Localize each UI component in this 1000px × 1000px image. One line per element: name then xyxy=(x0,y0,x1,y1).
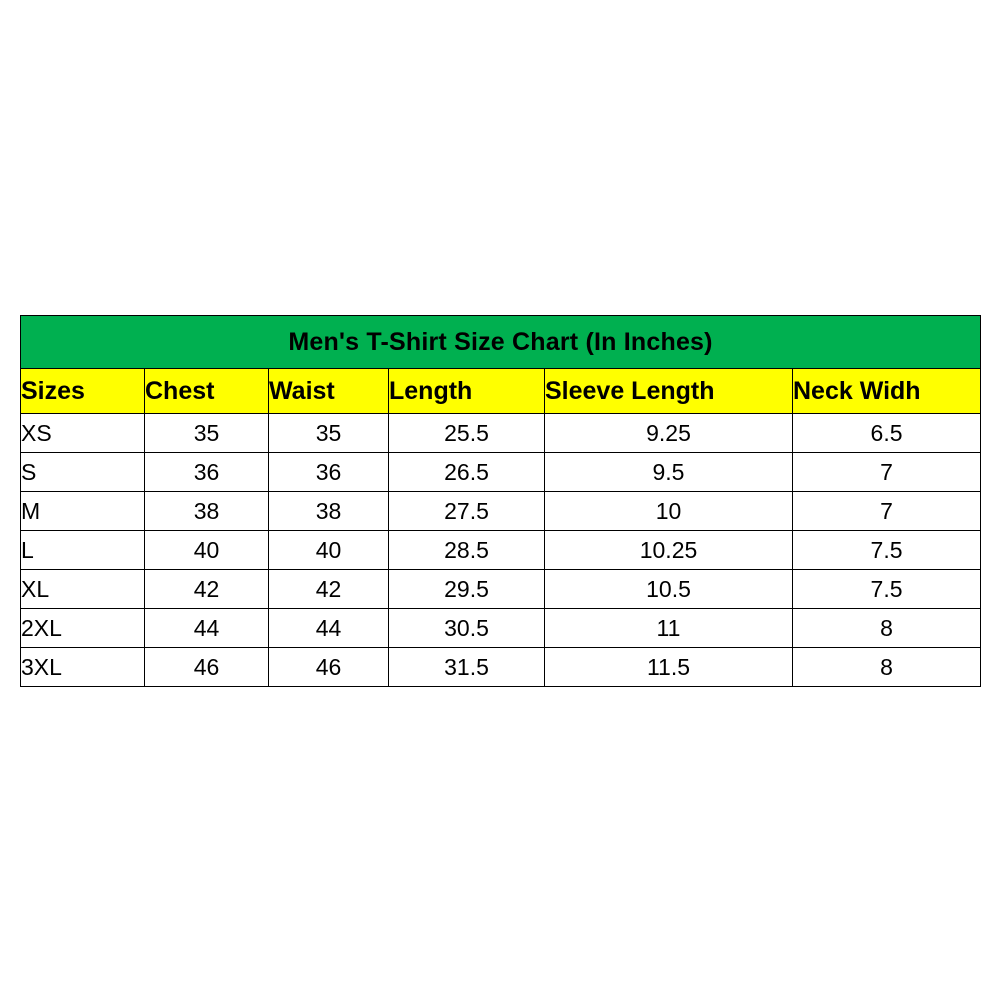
column-header-length: Length xyxy=(389,369,545,414)
column-header-neck-width: Neck Widh xyxy=(793,369,981,414)
column-header-sleeve-length: Sleeve Length xyxy=(545,369,793,414)
cell-neck-width: 7 xyxy=(793,453,981,492)
cell-length: 26.5 xyxy=(389,453,545,492)
cell-waist: 44 xyxy=(269,609,389,648)
cell-size: XS xyxy=(21,414,145,453)
cell-chest: 38 xyxy=(145,492,269,531)
cell-waist: 38 xyxy=(269,492,389,531)
table-row xyxy=(21,531,981,570)
cell-chest: 36 xyxy=(145,453,269,492)
cell-size: M xyxy=(21,492,145,531)
table-row xyxy=(21,414,981,453)
cell-length: 25.5 xyxy=(389,414,545,453)
cell-length: 30.5 xyxy=(389,609,545,648)
cell-waist: 40 xyxy=(269,531,389,570)
chart-title: Men's T-Shirt Size Chart (In Inches) xyxy=(21,316,981,369)
cell-sleeve-length: 9.5 xyxy=(545,453,793,492)
table-row xyxy=(21,453,981,492)
column-header-chest: Chest xyxy=(145,369,269,414)
cell-size: L xyxy=(21,531,145,570)
cell-sleeve-length: 10.25 xyxy=(545,531,793,570)
cell-neck-width: 7 xyxy=(793,492,981,531)
cell-length: 29.5 xyxy=(389,570,545,609)
cell-chest: 40 xyxy=(145,531,269,570)
cell-length: 31.5 xyxy=(389,648,545,687)
table-row xyxy=(21,492,981,531)
cell-chest: 46 xyxy=(145,648,269,687)
column-header-waist: Waist xyxy=(269,369,389,414)
cell-size: 3XL xyxy=(21,648,145,687)
cell-neck-width: 6.5 xyxy=(793,414,981,453)
cell-neck-width: 8 xyxy=(793,609,981,648)
column-header-sizes: Sizes xyxy=(21,369,145,414)
table-row xyxy=(21,609,981,648)
cell-chest: 35 xyxy=(145,414,269,453)
size-chart-container xyxy=(20,315,980,687)
table-header-row xyxy=(21,369,981,414)
table-title-row xyxy=(21,316,981,369)
cell-sleeve-length: 10.5 xyxy=(545,570,793,609)
cell-sleeve-length: 11 xyxy=(545,609,793,648)
cell-size: 2XL xyxy=(21,609,145,648)
cell-sleeve-length: 9.25 xyxy=(545,414,793,453)
cell-sleeve-length: 11.5 xyxy=(545,648,793,687)
cell-waist: 35 xyxy=(269,414,389,453)
cell-waist: 42 xyxy=(269,570,389,609)
cell-length: 28.5 xyxy=(389,531,545,570)
cell-waist: 36 xyxy=(269,453,389,492)
cell-chest: 42 xyxy=(145,570,269,609)
cell-neck-width: 7.5 xyxy=(793,531,981,570)
cell-size: XL xyxy=(21,570,145,609)
cell-length: 27.5 xyxy=(389,492,545,531)
table-row xyxy=(21,570,981,609)
cell-neck-width: 8 xyxy=(793,648,981,687)
cell-waist: 46 xyxy=(269,648,389,687)
cell-sleeve-length: 10 xyxy=(545,492,793,531)
cell-neck-width: 7.5 xyxy=(793,570,981,609)
cell-size: S xyxy=(21,453,145,492)
size-chart-table xyxy=(20,315,981,687)
table-row xyxy=(21,648,981,687)
cell-chest: 44 xyxy=(145,609,269,648)
